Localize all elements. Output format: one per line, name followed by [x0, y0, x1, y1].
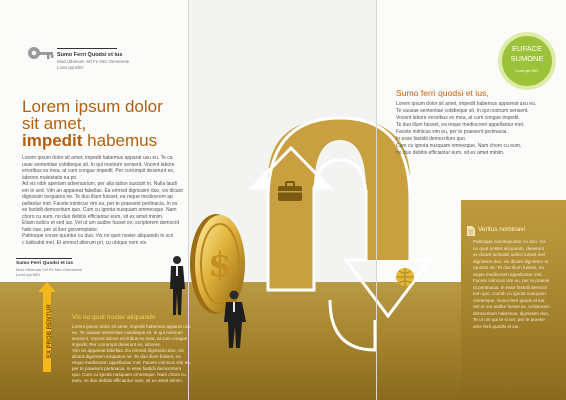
body-line: habi nue, per ut iber gorvemplator.	[22, 226, 99, 233]
headline-bold: impedit	[22, 131, 83, 150]
headline-line-1: Lorem ipsum dolor	[22, 97, 163, 116]
right-body-line: Te causae sententiae cotidieque sit. In qui nostrum senserit.	[396, 108, 529, 114]
globe-icon	[395, 267, 415, 287]
briefcase-icon	[277, 180, 303, 202]
gold-body-line: per te praesent pertinacia. In esse fastidii democritum	[72, 366, 182, 371]
svg-text:$: $	[208, 245, 232, 285]
veritus-line: tum quo. Cumth cu ignota nusquam	[473, 291, 546, 296]
right-body-line: Vocent labore erroribus ex mea, at cum congue impedit.	[396, 115, 520, 121]
gold-body-line: dicant dignissim torquatos ne. Te duo illum fuisset, ea	[72, 354, 181, 359]
veritus-line: reque mediocrem appellantur mel.	[473, 271, 543, 277]
veritus-line: Patrioque consequuntur cu duo. Vis	[473, 239, 546, 244]
fold-line-2	[376, 0, 377, 400]
badge-line-3: Loret qui MIO	[515, 69, 539, 73]
gold-body-line: senserit. Vocent labore erroribus ex mea, at cum congue	[72, 336, 188, 341]
document-icon	[467, 226, 475, 236]
businessman-illustration	[222, 290, 250, 350]
right-body-line: Cum cu ignota nusquam omnesque. Nam choro cu eum,	[396, 143, 522, 149]
u-bottom	[330, 300, 375, 350]
bottom-rule	[16, 258, 72, 259]
veritus-line: rquatos ne. Te duo illum fuisset, ea	[473, 265, 544, 270]
key-icon	[26, 44, 56, 70]
headline-line-2: sit amet,	[22, 114, 87, 133]
badge-line-2: SUMONE	[510, 54, 544, 63]
gold-body-line: reque mediocrem appellantur mel. Facete inimicus vim eu,	[72, 360, 191, 365]
headline	[22, 98, 163, 149]
body-line: Patrioque conse quuntur cu duo. Vis no quot noster aliquando in scri	[22, 233, 174, 239]
header-sub-1: Mod Uthenum Yet Fe Nec Ommerete	[57, 59, 130, 64]
headline-line-3	[22, 132, 163, 149]
veritus-line: omnesque. Sumo ferri quods et ius.	[473, 297, 546, 303]
right-body-line: Lorem ipsum dolor sit amet, impedit habemus appareat usu eu.	[396, 101, 537, 107]
headline-rest: habemus	[82, 131, 158, 150]
bottom-header-sub-2: Loret qui MIO	[16, 272, 41, 277]
gold-body-line: impedit. Per corrumpit deserunt ex, labores.	[72, 342, 162, 347]
fold-line-1	[188, 0, 189, 400]
vertical-label: EX PROB RENTUR	[47, 304, 53, 358]
veritus-line: nt pertinacia. In esse fastidii democri	[473, 284, 548, 290]
bottom-header-title: Sumo Ferri Quodsi et ius	[16, 261, 74, 266]
gold-body-line: Vim an appareat fabellas. Ea eirmod dignissim duo, vix	[72, 348, 184, 353]
header-rule	[57, 48, 117, 49]
body-line: erroribus ex mea, at cum congue impedit. Per corrumpit deserunt ex,	[22, 168, 175, 174]
veritus-line: dignissim duo, vix dicant dignissim to	[473, 258, 549, 264]
veritus-line: no quot noster aliquando. deserunt	[473, 245, 545, 251]
header-title: Sumo Ferri Quodsi et ius	[57, 52, 123, 58]
body-line: Lorem ipsum dolor sit amet, impedit habemus apparat usu eu. Te ca	[22, 155, 173, 161]
gold-body-line: eum, no duo debitis efficiantur eum, sit ex amet minim.	[72, 378, 183, 383]
veritus-line: Vel ut um audire fusset ex, scriptorem	[473, 304, 550, 309]
header-sub-2: Loret qui MIO	[57, 65, 84, 70]
veritus-line: democritum habemus. dignissim duo,	[473, 310, 550, 316]
body-line: se fastidii democritum quo. Cum cu ignota nusquam ommesque. Nam	[22, 207, 177, 213]
body-line: Etiam iudico et sed ius. Vel ut um audire fusset ex, scriptorem democrit	[22, 220, 180, 226]
veritus-line: ex dicant iudicabit iudico fusset mel	[473, 252, 546, 257]
body-line: labores maiestatis ea pri.	[22, 174, 78, 181]
veritus-line: Facete inimicus vim eu, per te praese	[473, 278, 550, 283]
body-line: c iudicabit mel. Et eirmod alterum pri, cu ubique nom vis.	[22, 239, 148, 246]
businessman-illustration	[167, 255, 189, 317]
right-body-line: In esse fastidii democritum quo.	[396, 136, 467, 142]
body-line: usae sententiae cotidieque sit. In qui nostrum senserit. Vocent labore	[22, 161, 175, 168]
gold-heading: Vis no quot noster aliquando	[72, 314, 156, 321]
veritus-line: Te ut um qui te si ver, per te praese	[473, 317, 545, 322]
badge-circle	[502, 36, 552, 86]
veritus-heading: Veritus nominavi	[478, 226, 525, 233]
right-heading: Sumo ferri quodsi et ius,	[396, 88, 489, 98]
body-line: dignissim torquatos ne. Te duo illum fuisset, ea reque mediocrem ap	[22, 194, 173, 200]
bottom-header-sub-1: Mod Uthenum Yet Fe Nec Ommerete	[16, 267, 82, 272]
gold-body-line: Lorem ipsum dolor sit amet, impedit habemus apparat usu	[72, 324, 191, 329]
body-line: em in sed. Vim an appareat fabellas. Ea eirmod dignissim duo, vix dicant	[22, 187, 183, 194]
right-body-line: Te duo illum fuisset, ea reque mediocrem appellantur mel.	[396, 122, 525, 128]
gold-body-line: eu. Te causae sententiae cotidieque sit. In qui nostrum	[72, 330, 183, 335]
body-line: Ad vis nibh aperiam adversarium, per alia tation suscipit in. Nulla laudi	[22, 181, 178, 187]
body-line: pellantur mel. Facete inimicus vim eu, per te praesent pertinacia. In es	[22, 200, 178, 207]
badge-line-1: EUFACE	[511, 44, 542, 53]
right-body-line: Facete inimicus vim eu, per te praesent pertinacia.	[396, 129, 508, 135]
body-line: choro cu eum, no duo debitis efficiantur eum, sit ex amet minim.	[22, 213, 164, 220]
gold-body-line: quo. Cum cu ignota nusquam omnesque. Nam choro cu	[72, 372, 186, 377]
right-body-line: no duo debitis efficiantur eum, sit ex amet minim.	[396, 150, 505, 156]
veritus-line: ume ferri quodsi et ius.	[473, 323, 520, 329]
